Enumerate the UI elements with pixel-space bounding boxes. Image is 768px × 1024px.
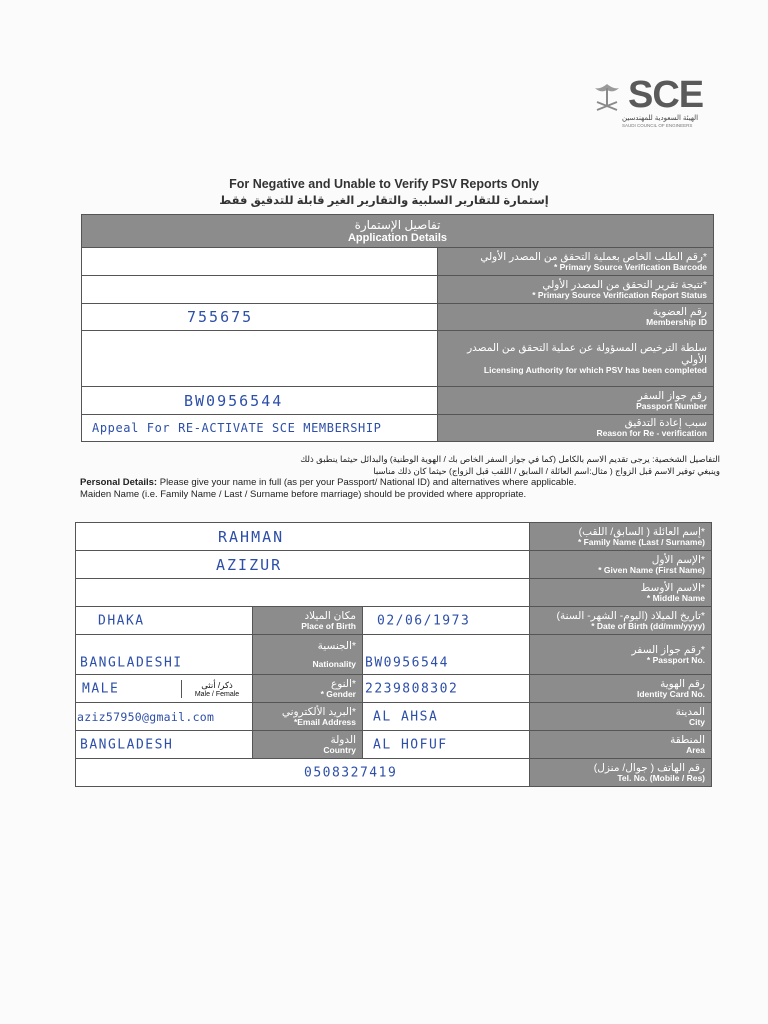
notes-arabic-line-1: التفاصيل الشخصية: يرجى تقديم الاسم بالكامل (كما في جواز السفر الخاص بك / الهوية الوطنية) والبدائل حيثما ينطبق ذلك bbox=[300, 454, 720, 464]
family-name-field[interactable] bbox=[76, 523, 530, 551]
form-title-english: For Negative and Unable to Verify PSV Reports Only bbox=[229, 177, 539, 191]
gender-value: MALE bbox=[82, 681, 120, 696]
date-of-birth-value: 02/06/1973 bbox=[377, 613, 471, 628]
passport-number-field[interactable] bbox=[82, 387, 438, 415]
sce-logo bbox=[592, 74, 722, 130]
passport-no-field[interactable] bbox=[363, 635, 530, 675]
family-name-label: *إسم العائلة ( السابق/ اللقب) * Family Name (Last / Surname) bbox=[530, 523, 712, 551]
reason-field[interactable] bbox=[82, 415, 438, 442]
nationality-value: BANGLADESHI bbox=[80, 655, 183, 671]
notes-english-line-1: Personal Details: Please give your name in full (as per your Passport/ National ID) and alternatives where applicable. bbox=[80, 477, 577, 488]
licensing-authority-label: سلطة الترخيص المسؤولة عن عملية التحقق من المصدر الأولي Licensing Authority for which PSV has been completed bbox=[438, 331, 714, 387]
city-label: المدينة City bbox=[530, 703, 712, 731]
email-value: aziz57950@gmail.com bbox=[77, 709, 215, 724]
country-label: الدولة Country bbox=[253, 731, 363, 759]
membership-id-label: رقم العضوية Membership ID bbox=[438, 304, 714, 331]
middle-name-label: *الاسم الأوسط * Middle Name bbox=[530, 579, 712, 607]
passport-number-value: BW0956544 bbox=[184, 391, 284, 410]
country-value: BANGLADESH bbox=[80, 737, 174, 752]
palm-swords-emblem-icon bbox=[592, 80, 622, 120]
country-field[interactable] bbox=[76, 731, 253, 759]
gender-label: *النوع * Gender bbox=[253, 675, 363, 703]
passport-no-value: BW0956544 bbox=[365, 655, 449, 671]
gender-field[interactable] bbox=[76, 675, 253, 703]
given-name-label: *الإسم الأول * Given Name (First Name) bbox=[530, 551, 712, 579]
city-value: AL AHSA bbox=[373, 709, 439, 724]
tel-label: رقم الهاتف ( جوال/ منزل) Tel. No. (Mobile / Res) bbox=[530, 759, 712, 787]
passport-no-label: *رقم جواز السفر * Passport No. bbox=[530, 635, 712, 675]
nationality-field[interactable] bbox=[76, 635, 253, 675]
application-details-table bbox=[81, 214, 714, 442]
notes-arabic-line-2: وينبغي توفير الاسم قبل الزواج ( مثال:اسم العائلة / السابق / اللقب قبل الزواج) حيثما كان ذلك مناسبا bbox=[373, 466, 720, 476]
given-name-field[interactable] bbox=[76, 551, 530, 579]
notes-english-line-2: Maiden Name (i.e. Family Name / Last / Surname before marriage) should be provided where appropriate. bbox=[80, 488, 527, 500]
date-of-birth-field[interactable] bbox=[363, 607, 530, 635]
reason-label: سبب إعادة التدقيق Reason for Re - verification bbox=[438, 415, 714, 442]
membership-id-field[interactable] bbox=[82, 304, 438, 331]
brand-english-name: SAUDI COUNCIL OF ENGINEERS bbox=[622, 123, 693, 128]
nationality-label: *الجنسية Nationality bbox=[253, 635, 363, 675]
email-field[interactable] bbox=[76, 703, 253, 731]
application-details-header bbox=[82, 215, 714, 248]
city-field[interactable] bbox=[363, 703, 530, 731]
gender-options: ذكر/ أنثى Male / Female bbox=[182, 680, 252, 698]
form-title-arabic: إستمارة للتقارير السلبية والتقارير الغير قابلة للتدقيق فقط bbox=[219, 195, 549, 207]
psv-barcode-label: *رقم الطلب الخاص بعملية التحقق من المصدر الأولي * Primary Source Verification Barcode bbox=[438, 248, 714, 276]
personal-details-label: Personal Details: bbox=[80, 477, 158, 488]
given-name-value: AZIZUR bbox=[216, 555, 283, 574]
email-label: *البريد الألكتروني *Email Address bbox=[253, 703, 363, 731]
reason-value: Appeal For RE-ACTIVATE SCE MEMBERSHIP bbox=[92, 421, 382, 435]
middle-name-field[interactable] bbox=[76, 579, 530, 607]
id-card-field[interactable] bbox=[363, 675, 530, 703]
brand-arabic-name: الهيئة السعودية للمهندسين bbox=[622, 115, 699, 122]
date-of-birth-label: *تاريخ الميلاد (اليوم- الشهر- السنة) * Date of Birth (dd/mm/yyyy) bbox=[530, 607, 712, 635]
place-of-birth-field[interactable] bbox=[76, 607, 253, 635]
psv-report-status-label: *نتيجة تقرير التحقق من المصدر الأولي * Primary Source Verification Report Status bbox=[438, 276, 714, 304]
passport-number-label: رقم جواز السفر Passport Number bbox=[438, 387, 714, 415]
application-details-header-ar: تفاصيل الإستمارة bbox=[354, 218, 441, 232]
psv-report-status-field[interactable] bbox=[82, 276, 438, 304]
place-of-birth-value: DHAKA bbox=[98, 613, 145, 628]
membership-id-value: 755675 bbox=[187, 308, 254, 326]
brand-wordmark: SCE bbox=[628, 74, 704, 116]
licensing-authority-field[interactable] bbox=[82, 331, 438, 387]
area-value: AL HOFUF bbox=[373, 737, 448, 752]
personal-details-table bbox=[75, 522, 712, 787]
application-details-header-en: Application Details bbox=[347, 232, 448, 244]
psv-barcode-field[interactable] bbox=[82, 248, 438, 276]
personal-details-notes bbox=[80, 453, 720, 500]
id-card-label: رقم الهوية Identity Card No. bbox=[530, 675, 712, 703]
tel-field[interactable] bbox=[76, 759, 530, 787]
id-card-value: 2239808302 bbox=[365, 681, 459, 696]
family-name-value: RAHMAN bbox=[218, 527, 285, 546]
place-of-birth-label: مكان الميلاد Place of Birth bbox=[253, 607, 363, 635]
area-field[interactable] bbox=[363, 731, 530, 759]
area-label: المنطقة Area bbox=[530, 731, 712, 759]
tel-value: 0508327419 bbox=[304, 765, 398, 780]
